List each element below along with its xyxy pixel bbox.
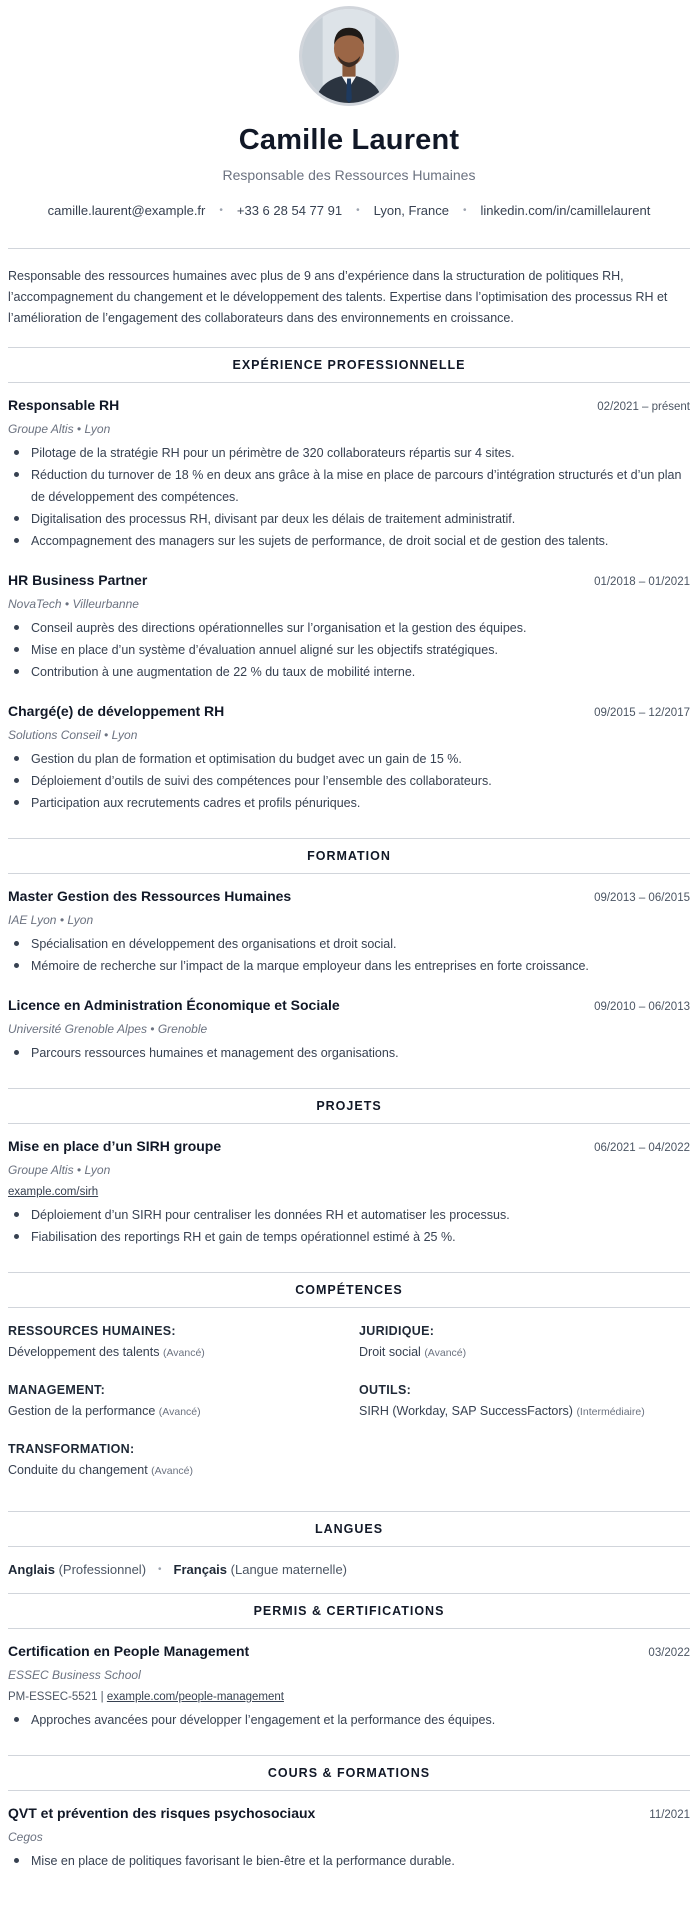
entry-date: 01/2018 – 01/2021 [594, 576, 690, 588]
entry-date: 09/2015 – 12/2017 [594, 707, 690, 719]
skill-category: JURIDIQUE: [359, 1324, 435, 1338]
language-level: (Langue maternelle) [230, 1562, 348, 1577]
resume-header [8, 0, 690, 218]
section-title-skills: COMPÉTENCES [8, 1272, 690, 1308]
bullet-item: Contribution à une augmentation de 22 % du taux de mobilité interne. [8, 661, 690, 683]
skill-level: (Avancé) [424, 1347, 467, 1359]
skill-category: OUTILS: [359, 1383, 412, 1397]
separator-dot: • [463, 205, 467, 216]
skill-item [8, 1383, 339, 1418]
bullet-item: Digitalisation des processus RH, divisant par deux les délais de traitement administratif. [8, 508, 690, 530]
section-title-experience: EXPÉRIENCE PROFESSIONNELLE [8, 347, 690, 383]
entry-title: Certification en People Management [8, 1643, 250, 1659]
entry-title: HR Business Partner [8, 572, 148, 588]
skill-value: SIRH (Workday, SAP SuccessFactors) [359, 1404, 573, 1418]
experience-entry [8, 703, 690, 814]
entry-bullets [8, 442, 690, 552]
skill-level: (Intermédiaire) [576, 1406, 645, 1418]
language-item [8, 1562, 146, 1577]
bullet-item: Accompagnement des managers sur les sujets de performance, de droit social et de gestion des talents. [8, 530, 690, 552]
skill-value: Droit social [359, 1345, 421, 1359]
entry-bullets [8, 1204, 690, 1248]
experience-list [8, 383, 690, 838]
bullet-item: Mise en place de politiques favorisant le bien-être et la performance durable. [8, 1850, 690, 1872]
entry-date: 09/2013 – 06/2015 [594, 892, 690, 904]
language-name: Anglais [8, 1562, 55, 1577]
bullet-item: Déploiement d’un SIRH pour centraliser les données RH et automatiser les processus. [8, 1204, 690, 1226]
skill-level: (Avancé) [151, 1465, 193, 1477]
skill-value: Gestion de la performance [8, 1404, 156, 1418]
entry-title: Chargé(e) de développement RH [8, 703, 225, 719]
entry-subtitle: Solutions Conseil • Lyon [8, 728, 138, 742]
project-entry [8, 1138, 690, 1248]
section-title-certifications: PERMIS & CERTIFICATIONS [8, 1593, 690, 1629]
entry-date: 06/2021 – 04/2022 [594, 1142, 690, 1154]
language-level: (Professionnel) [58, 1562, 147, 1577]
entry-bullets [8, 1042, 690, 1064]
section-title-languages: LANGUES [8, 1511, 690, 1547]
entry-bullets [8, 933, 690, 977]
entry-subtitle: ESSEC Business School [8, 1668, 141, 1682]
skill-value: Développement des talents [8, 1345, 160, 1359]
section-title-education: FORMATION [8, 838, 690, 874]
bullet-item: Participation aux recrutements cadres et profils pénuriques. [8, 792, 690, 814]
contact-linkedin[interactable]: linkedin.com/in/camillelaurent [480, 203, 651, 218]
entry-date: 09/2010 – 06/2013 [594, 1001, 690, 1013]
entry-link-row [8, 1186, 690, 1198]
entry-date: 03/2022 [648, 1647, 690, 1659]
skill-value-row [8, 1404, 339, 1418]
courses-list [8, 1791, 690, 1896]
entry-bullets [8, 617, 690, 683]
skill-level: (Avancé) [162, 1347, 205, 1359]
separator-dot: • [158, 1564, 162, 1575]
skill-item [8, 1442, 339, 1477]
contact-phone[interactable]: +33 6 28 54 77 91 [236, 203, 343, 218]
bullet-item: Conseil auprès des directions opérationnelles sur l’organisation et la gestion des équipes. [8, 617, 690, 639]
language-name: Français [173, 1562, 228, 1577]
entry-title: Master Gestion des Ressources Humaines [8, 888, 292, 904]
bullet-item: Approches avancées pour développer l’engagement et la performance des équipes. [8, 1709, 690, 1731]
avatar-portrait-icon [302, 9, 396, 103]
skill-category: TRANSFORMATION: [8, 1442, 135, 1456]
skill-level: (Avancé) [158, 1406, 201, 1418]
separator-dot: • [356, 205, 360, 216]
language-item [174, 1562, 347, 1577]
entry-subtitle: Université Grenoble Alpes • Grenoble [8, 1022, 208, 1036]
education-entry [8, 997, 690, 1064]
entry-bullets [8, 1850, 690, 1872]
bullet-item: Déploiement d’outils de suivi des compétences pour l’ensemble des collaborateurs. [8, 770, 690, 792]
skill-category: MANAGEMENT: [8, 1383, 106, 1397]
separator-dot: • [219, 205, 223, 216]
education-list [8, 874, 690, 1088]
entry-subtitle: NovaTech • Villeurbanne [8, 597, 139, 611]
entry-title: QVT et prévention des risques psychosociaux [8, 1805, 316, 1821]
section-title-projects: PROJETS [8, 1088, 690, 1124]
experience-entry [8, 572, 690, 683]
languages-row [8, 1547, 690, 1593]
bullet-item: Fiabilisation des reportings RH et gain de temps opérationnel estimé à 25 %. [8, 1226, 690, 1248]
contact-email[interactable]: camille.laurent@example.fr [47, 203, 206, 218]
contact-location: Lyon, France [373, 203, 449, 218]
skill-value-row [8, 1345, 339, 1359]
certifications-list [8, 1629, 690, 1755]
bullet-item: Spécialisation en développement des organisations et droit social. [8, 933, 690, 955]
bullet-item: Gestion du plan de formation et optimisation du budget avec un gain de 15 %. [8, 748, 690, 770]
entry-subtitle: Groupe Altis • Lyon [8, 422, 111, 436]
skill-value-row [8, 1463, 339, 1477]
projects-list [8, 1124, 690, 1272]
entry-subtitle: IAE Lyon • Lyon [8, 913, 94, 927]
course-entry [8, 1805, 690, 1872]
skill-item [359, 1383, 690, 1418]
bullet-item: Mémoire de recherche sur l’impact de la marque employeur dans les entreprises en forte croissance. [8, 955, 690, 977]
experience-entry [8, 397, 690, 552]
bullet-item: Mise en place d’un système d’évaluation annuel aligné sur les objectifs stratégiques. [8, 639, 690, 661]
certification-id: PM-ESSEC-5521 [8, 1691, 98, 1703]
bullet-item: Pilotage de la stratégie RH pour un périmètre de 320 collaborateurs répartis sur 4 sites. [8, 442, 690, 464]
entry-subtitle: Groupe Altis • Lyon [8, 1163, 111, 1177]
section-title-courses: COURS & FORMATIONS [8, 1755, 690, 1791]
skill-value-row [359, 1345, 690, 1359]
candidate-name: Camille Laurent [238, 124, 460, 156]
skill-item [359, 1324, 690, 1359]
certification-entry [8, 1643, 690, 1731]
entry-link-row: PM-ESSEC-5521 | example.com/people-management [8, 1691, 284, 1703]
skill-value-row [359, 1404, 690, 1418]
bullet-item: Réduction du turnover de 18 % en deux ans grâce à la mise en place de parcours d’intégration structurés et d’un plan de développement des compétences. [8, 464, 690, 508]
entry-title: Responsable RH [8, 397, 120, 413]
certification-link[interactable]: example.com/people-management [106, 1691, 284, 1703]
bullet-item: Parcours ressources humaines et management des organisations. [8, 1042, 690, 1064]
candidate-headline: Responsable des Ressources Humaines [222, 167, 476, 183]
entry-subtitle: Cegos [8, 1830, 43, 1844]
entry-date: 02/2021 – présent [597, 401, 690, 413]
entry-bullets [8, 1709, 690, 1731]
education-entry [8, 888, 690, 977]
project-link[interactable]: example.com/sirh [8, 1186, 99, 1198]
avatar [299, 6, 399, 106]
skill-value: Conduite du changement [8, 1463, 148, 1477]
entry-title: Licence en Administration Économique et Sociale [8, 997, 340, 1013]
skill-category: RESSOURCES HUMAINES: [8, 1324, 176, 1338]
profile-summary: Responsable des ressources humaines avec plus de 9 ans d’expérience dans la structuration de politiques RH, l’accompagnement du changement et le développement des talents. Expertise dans l’optimisation des processus RH et l’amélioration de l’engagement des collaborateurs dans des environnements en croissance. [8, 248, 690, 347]
entry-title: Mise en place d’un SIRH groupe [8, 1138, 222, 1154]
skills-grid [8, 1308, 690, 1511]
entry-date: 11/2021 [649, 1809, 690, 1821]
contact-row [8, 203, 690, 218]
entry-bullets [8, 748, 690, 814]
skill-item [8, 1324, 339, 1359]
